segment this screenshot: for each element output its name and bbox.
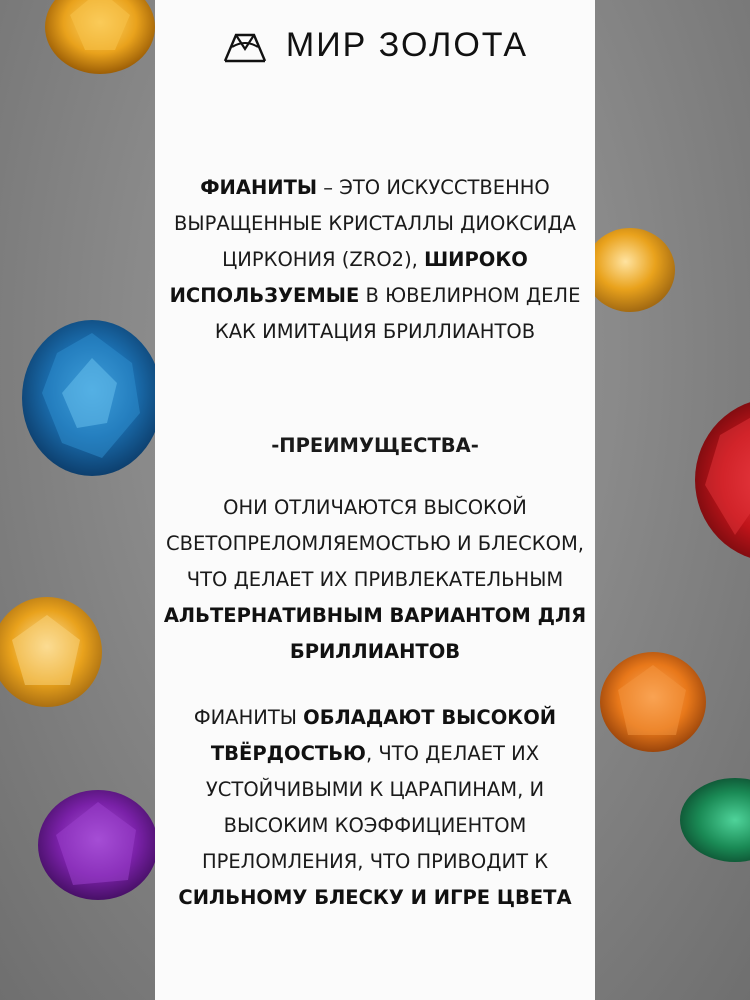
content-panel (155, 0, 595, 1000)
hardness-emphasis-1: ОБЛАДАЮТ ВЫСОКОЙ ТВЁРДОСТЬЮ (210, 706, 557, 765)
intro-text-2: В ЮВЕЛИРНОМ ДЕЛЕ КАК ИМИТАЦИЯ БРИЛЛИАНТОВ (214, 284, 581, 343)
hardness-text-1: ФИАНИТЫ (193, 706, 304, 729)
yellow-gem-left-bottom (0, 595, 105, 710)
blue-gem (22, 318, 162, 478)
advantages-text: ОНИ ОТЛИЧАЮТСЯ ВЫСОКОЙ СВЕТОПРЕЛОМЛЯЕМОСТЬЮ И БЛЕСКОМ, ЧТО ДЕЛАЕТ ИХ ПРИВЛЕКАТЕЛЬНЫМ (166, 496, 584, 591)
intro-paragraph (155, 170, 595, 350)
hardness-text-2: , ЧТО ДЕЛАЕТ ИХ УСТОЙЧИВЫМИ К ЦАРАПИНАМ, И ВЫСОКИМ КОЭФФИЦИЕНТОМ ПРЕЛОМЛЕНИЯ, ЧТО ПРИВОДИТ К (201, 742, 549, 873)
intro-emphasis: ШИРОКО ИСПОЛЬЗУЕМЫЕ (169, 248, 528, 307)
advantages-paragraph (155, 490, 595, 670)
diamond-logo-icon (222, 29, 268, 63)
brand-header (155, 26, 595, 65)
hardness-paragraph (155, 700, 595, 916)
yellow-gem-top-left (45, 0, 155, 75)
hardness-emphasis-2: СИЛЬНОМУ БЛЕСКУ И ИГРЕ ЦВЕТА (178, 886, 572, 909)
intro-text-1: – ЭТО ИСКУССТВЕННО ВЫРАЩЕННЫЕ КРИСТАЛЛЫ ДИОКСИДА ЦИРКОНИЯ (ZRO2), (174, 176, 576, 271)
green-gem (680, 775, 750, 865)
purple-gem (38, 790, 158, 900)
orange-gem (598, 650, 708, 755)
intro-term: ФИАНИТЫ (200, 176, 318, 199)
red-gem (695, 395, 750, 565)
advantages-emphasis: АЛЬТЕРНАТИВНЫМ ВАРИАНТОМ ДЛЯ БРИЛЛИАНТОВ (163, 604, 587, 663)
advantages-heading: -ПРЕИМУЩЕСТВА- (271, 434, 479, 457)
yellow-gem-right-top (590, 225, 680, 315)
brand-name: МИР ЗОЛОТА (285, 26, 529, 64)
